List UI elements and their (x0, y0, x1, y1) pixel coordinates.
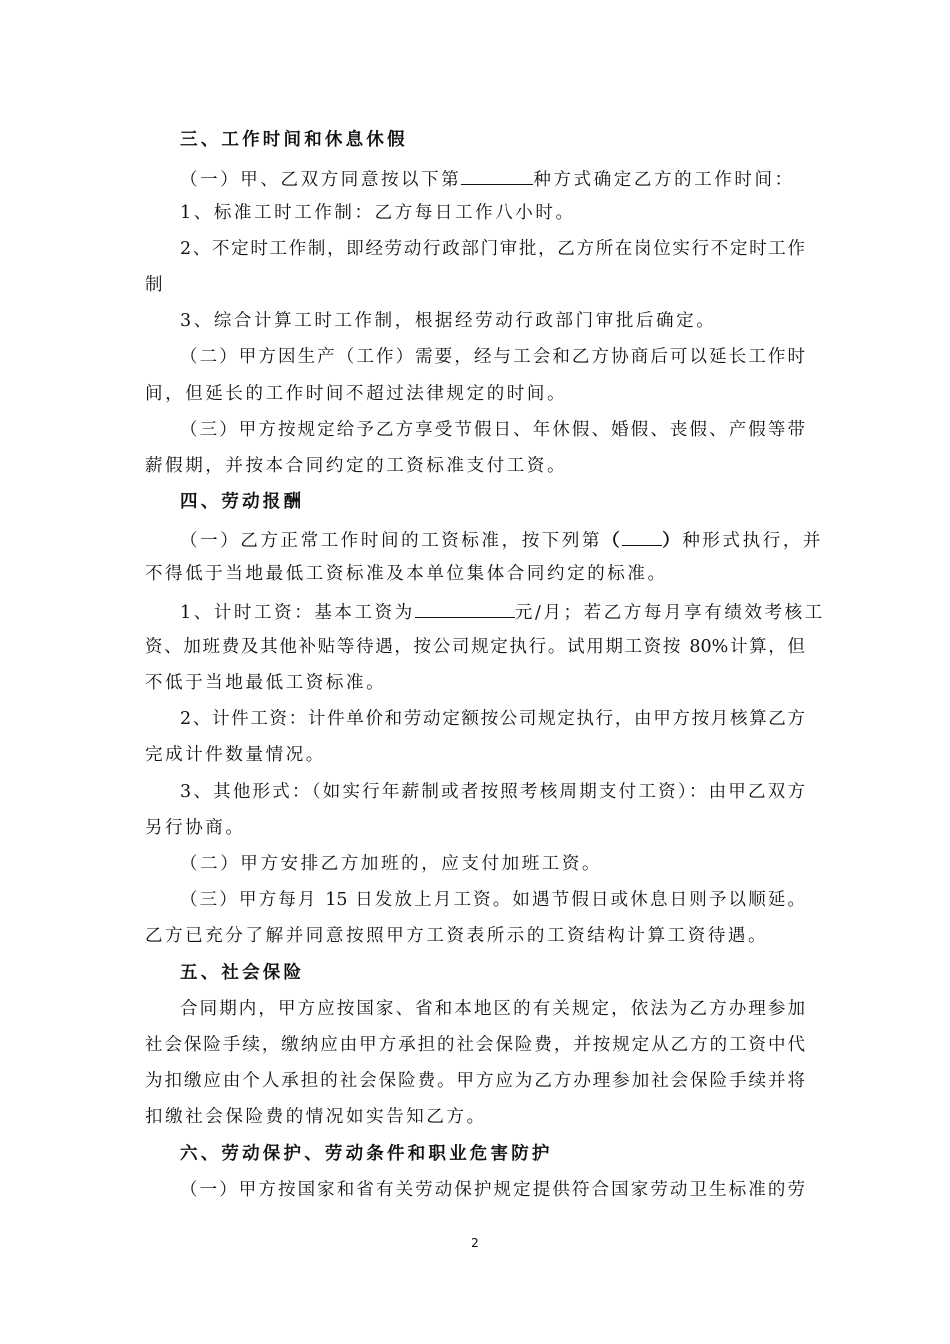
section-heading-6: 六、劳动保护、劳动条件和职业危害防护 (180, 1144, 553, 1164)
paragraph-line: 3、其他形式：（如实行年薪制或者按照考核周期支付工资）：由甲乙双方 (180, 782, 805, 802)
paragraph-line: 1、标准工时工作制：乙方每日工作八小时。 (180, 203, 576, 223)
page-number: 2 (471, 1236, 479, 1250)
paragraph-line: （二）甲方安排乙方加班的，应支付加班工资。 (180, 854, 603, 874)
paragraph-line: 制 (145, 275, 166, 295)
paragraph-line: 社会保险手续，缴纳应由甲方承担的社会保险费，并按规定从乙方的工资中代 (145, 1035, 805, 1055)
paragraph-line: 完成计件数量情况。 (145, 745, 326, 765)
paragraph-line: 2、计件工资：计件单价和劳动定额按公司规定执行，由甲方按月核算乙方 (180, 709, 805, 729)
blank-field-wage-form[interactable] (622, 527, 662, 546)
blank-field-method[interactable] (461, 166, 533, 185)
section-heading-4: 四、劳动报酬 (180, 492, 305, 512)
paragraph-line: （二）甲方因生产（工作）需要，经与工会和乙方协商后可以延长工作时 (180, 347, 805, 367)
paragraph-line: 间，但延长的工作时间不超过法律规定的时间。 (145, 384, 568, 404)
paragraph-line: 合同期内，甲方应按国家、省和本地区的有关规定，依法为乙方办理参加 (180, 999, 805, 1019)
paragraph-line: 不得低于当地最低工资标准及本单位集体合同约定的标准。 (145, 564, 668, 584)
paragraph-line: 为扣缴应由个人承担的社会保险费。甲方应为乙方办理参加社会保险手续并将 (145, 1071, 805, 1091)
paragraph-line: （三）甲方按规定给予乙方享受节假日、年休假、婚假、丧假、产假等带 (180, 420, 805, 440)
paragraph-line: 乙方已充分了解并同意按照甲方工资表所示的工资结构计算工资待遇。 (145, 926, 769, 946)
paragraph-line: （一）乙方正常工作时间的工资标准，按下列第（ ）种形式执行，并 (180, 527, 805, 549)
paragraph-line: 3、综合计算工时工作制，根据经劳动行政部门审批后确定。 (180, 311, 717, 331)
paragraph-line: 1、计时工资：基本工资为 元/月；若乙方每月享有绩效考核工 (180, 599, 805, 621)
paragraph-line: 另行协商。 (145, 818, 246, 838)
paragraph-line: 2、不定时工作制，即经劳动行政部门审批，乙方所在岗位实行不定时工作 (180, 239, 805, 259)
paragraph-line: （一）甲、乙双方同意按以下第 种方式确定乙方的工作时间： (180, 166, 805, 188)
blank-field-base-salary[interactable] (415, 599, 515, 618)
paragraph-line: （三）甲方每月 15 日发放上月工资。如遇节假日或休息日则予以顺延。 (180, 890, 805, 910)
paragraph-line: 扣缴社会保险费的情况如实告知乙方。 (145, 1107, 487, 1127)
section-heading-3: 三、工作时间和休息休假 (180, 130, 408, 150)
paragraph-line: （一）甲方按国家和省有关劳动保护规定提供符合国家劳动卫生标准的劳 (180, 1180, 805, 1200)
paragraph-line: 薪假期，并按本合同约定的工资标准支付工资。 (145, 456, 568, 476)
section-heading-5: 五、社会保险 (180, 963, 305, 983)
paragraph-line: 资、加班费及其他补贴等待遇，按公司规定执行。试用期工资按 80%计算，但 (145, 637, 805, 657)
paragraph-line: 不低于当地最低工资标准。 (145, 673, 387, 693)
